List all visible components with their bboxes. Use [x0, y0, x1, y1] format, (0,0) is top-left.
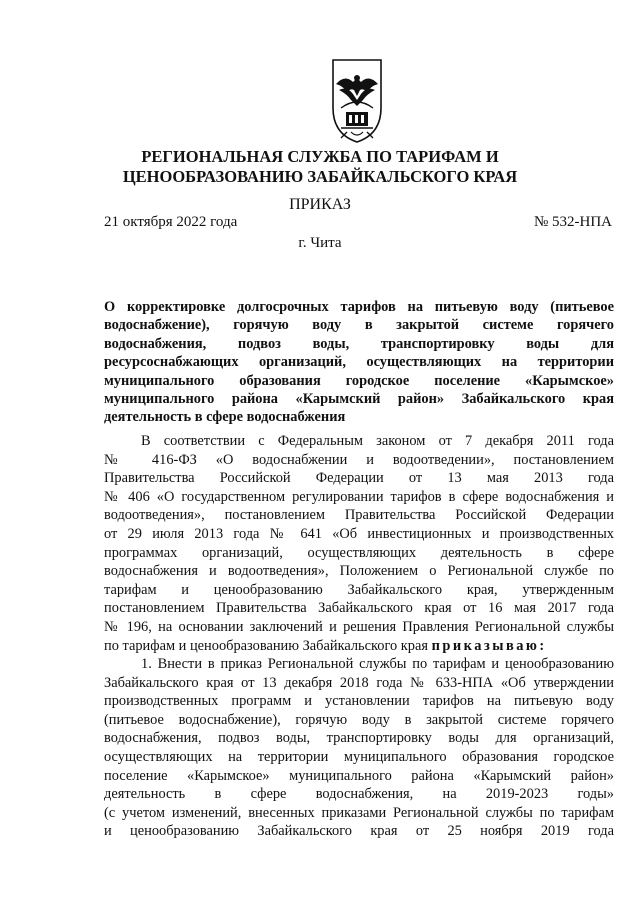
- text-line-start: по тарифам и ценообразованию Забайкальского края: [104, 637, 432, 654]
- organization-name-line1: РЕГИОНАЛЬНАЯ СЛУЖБА ПО ТАРИФАМ И: [141, 147, 499, 166]
- text-line: производственных программ и установлении тарифов на питьевую воду: [104, 693, 614, 710]
- text-line: программах организаций, осуществляющих деятельность в сфере: [104, 544, 614, 561]
- text-line: тарифам и ценообразованию Забайкальского края, утвержденным: [104, 581, 614, 598]
- text-line: (с учетом изменений, внесенных приказами Региональной службы по тарифам: [104, 804, 614, 821]
- text-line: Забайкальского края от 13 декабря 2018 года № 633-НПА «Об утверждении: [104, 674, 614, 691]
- subject-line: ресурсоснабжающих организаций, осуществляющих на территории: [104, 354, 614, 371]
- text-line: [104, 637, 614, 656]
- order-item-1: [104, 655, 614, 841]
- text-line: и ценообразованию Забайкальского края от 25 ноября 2019 года: [104, 823, 614, 840]
- coat-of-arms-icon: [327, 56, 387, 144]
- document-date: 21 октября 2022 года: [104, 214, 238, 230]
- text-line: поселение «Карымское» муниципального района «Карымский район»: [104, 767, 614, 784]
- subject-line: муниципального района «Карымский район» Забайкальского края: [104, 391, 614, 408]
- subject-line: О корректировке долгосрочных тарифов на питьевую воду (питьевое: [104, 299, 614, 315]
- subject-line: водоснабжение), горячую воду в закрытой системе горячего: [104, 317, 614, 334]
- document-city: г. Чита: [298, 235, 342, 251]
- text-line: осуществляющих на территории муниципального образования городское: [104, 748, 614, 765]
- text-line: № 406 «О государственном регулировании тарифов в сфере водоснабжения и: [104, 488, 614, 505]
- order-keyword: приказываю:: [431, 637, 547, 654]
- subject-line: водоснабжения, подвоз воды, транспортировку воды для: [104, 335, 614, 352]
- document-subject: [104, 298, 614, 427]
- document-type: ПРИКАЗ: [289, 196, 351, 213]
- text-line: 1. Внести в приказ Региональной службы по тарифам и ценообразованию: [141, 656, 614, 672]
- text-line: В соответствии с Федеральным законом от 7 декабря 2011 года: [141, 433, 614, 449]
- subject-line: деятельность в сфере водоснабжения: [104, 409, 346, 426]
- text-line: № 196, на основании заключений и решения Правления Региональной службы: [104, 618, 614, 635]
- text-line: Правительства Российской Федерации от 13 мая 2013 года: [104, 470, 614, 487]
- text-line: водоснабжения и водоотведения», Положением о Региональной службе по: [104, 563, 614, 580]
- text-line: постановлением Правительства Забайкальского края от 16 мая 2017 года: [104, 600, 614, 617]
- text-line: (питьевое водоснабжение), горячую воду в закрытой системе горячего: [104, 711, 614, 728]
- text-line: от 29 июля 2013 года № 641 «Об инвестиционных и производственных: [104, 525, 614, 542]
- subject-line: муниципального образования городское поселение «Карымское»: [104, 372, 614, 389]
- text-line: № 416-ФЗ «О водоснабжении и водоотведении», постановлением: [104, 451, 614, 468]
- text-line: водоснабжения, подвоз воды, транспортировку воды для организаций,: [104, 730, 614, 747]
- text-line: водоотведения», постановлением Правительства Российской Федерации: [104, 507, 614, 524]
- document-number: № 532-НПА: [533, 214, 612, 230]
- preamble-paragraph: [104, 432, 614, 655]
- text-line: деятельность в сфере водоснабжения, на 2019-2023 годы»: [104, 786, 614, 803]
- organization-name-line2: ЦЕНООБРАЗОВАНИЮ ЗАБАЙКАЛЬСКОГО КРАЯ: [122, 167, 518, 186]
